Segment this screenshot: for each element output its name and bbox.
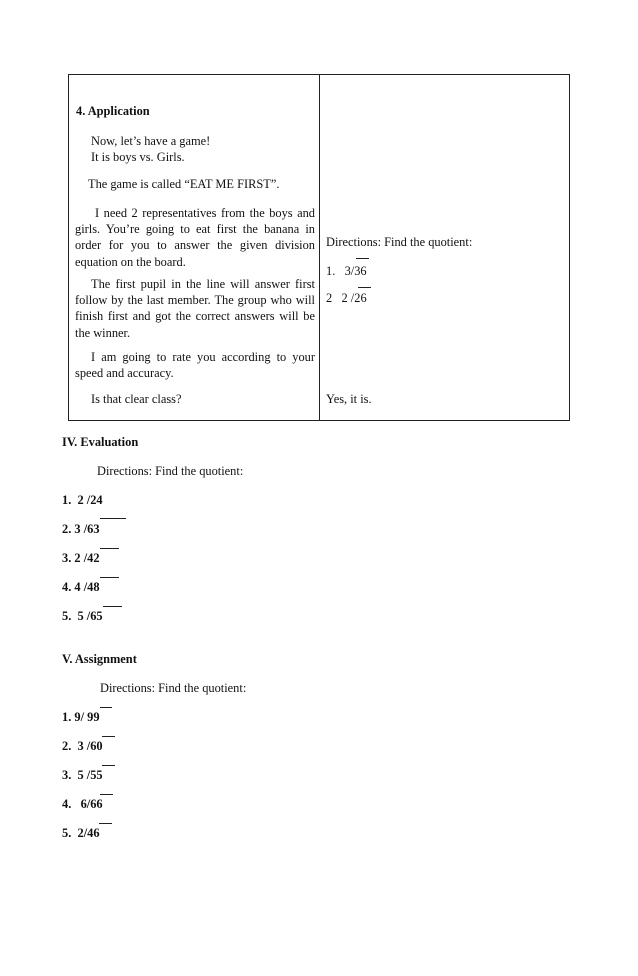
evaluation-item-3	[62, 551, 100, 566]
rules-paragraph: The first pupil in the line will answer first follow by the last member. The group who will finish first and got the correct answers will be the winner.	[75, 277, 315, 340]
pupil-answer: Yes, it is.	[326, 392, 372, 406]
division-bar	[100, 794, 113, 795]
game-name-line: The game is called “EAT ME FIRST”.	[88, 177, 280, 191]
assignment-item-5	[62, 826, 100, 841]
item-number: 2.	[62, 522, 72, 536]
item-number: 3.	[62, 551, 72, 565]
evaluation-item-5	[62, 609, 103, 624]
assignment-item-2	[62, 739, 103, 754]
game-intro-line: Now, let’s have a game!	[91, 134, 211, 148]
pupil-item-1	[326, 263, 367, 279]
division-problem: 5 /65	[77, 609, 103, 623]
column-divider	[319, 75, 320, 420]
dividend: 26	[354, 291, 367, 305]
assignment-item-3	[62, 768, 103, 783]
division-bar	[100, 548, 119, 549]
application-heading: 4. Application	[76, 104, 150, 118]
division-bar	[102, 736, 115, 737]
item-number: 3.	[62, 768, 72, 782]
division-problem: 3 /63	[74, 522, 100, 536]
item-number: 5.	[62, 609, 72, 623]
item-number: 1.	[62, 710, 72, 724]
item-number: 2.	[62, 739, 72, 753]
assignment-item-4	[62, 797, 103, 812]
division-problem: 2/46	[77, 826, 100, 840]
division-problem: 2 /24	[77, 493, 103, 507]
item-number: 1.	[326, 264, 336, 278]
division-problem: 9/ 99	[74, 710, 100, 724]
representatives-paragraph: I need 2 representatives from the boys and girls. You’re going to eat first the banana in order for you to answer the given division equation on the board.	[75, 206, 315, 269]
item-number: 5.	[62, 826, 72, 840]
evaluation-directions: Directions: Find the quotient:	[97, 464, 244, 478]
divisor: 2 /	[341, 291, 355, 305]
rating-paragraph: I am going to rate you according to your speed and accuracy.	[75, 350, 315, 381]
evaluation-item-1	[62, 493, 103, 508]
division-problem: 3 /60	[77, 739, 103, 753]
division-problem: 5 /55	[77, 768, 103, 782]
evaluation-heading: IV. Evaluation	[62, 435, 139, 449]
division-problem: 4 /48	[74, 580, 100, 594]
assignment-item-1	[62, 710, 100, 725]
boys-vs-girls-line: It is boys vs. Girls.	[91, 150, 185, 164]
division-problem: 6/66	[80, 797, 103, 811]
item-number: 4.	[62, 580, 72, 594]
clear-question: Is that clear class?	[91, 392, 182, 406]
division-bar	[356, 258, 369, 259]
application-table	[68, 74, 570, 421]
assignment-directions: Directions: Find the quotient:	[100, 681, 247, 695]
division-bar	[102, 765, 115, 766]
item-number: 4.	[62, 797, 72, 811]
division-bar	[100, 707, 112, 708]
evaluation-item-2	[62, 522, 100, 537]
item-number: 1.	[62, 493, 72, 507]
division-bar	[99, 823, 112, 824]
division-bar	[100, 518, 126, 519]
item-number: 2	[326, 291, 333, 305]
dividend: 36	[354, 264, 367, 278]
evaluation-item-4	[62, 580, 100, 595]
pupil-item-2	[326, 290, 367, 306]
assignment-heading: V. Assignment	[62, 652, 137, 666]
division-problem: 2 /42	[74, 551, 100, 565]
pupil-directions: Directions: Find the quotient:	[326, 235, 473, 249]
division-bar	[100, 577, 119, 578]
division-bar	[358, 287, 371, 288]
divisor: 3/	[344, 264, 355, 278]
division-bar	[103, 606, 122, 607]
